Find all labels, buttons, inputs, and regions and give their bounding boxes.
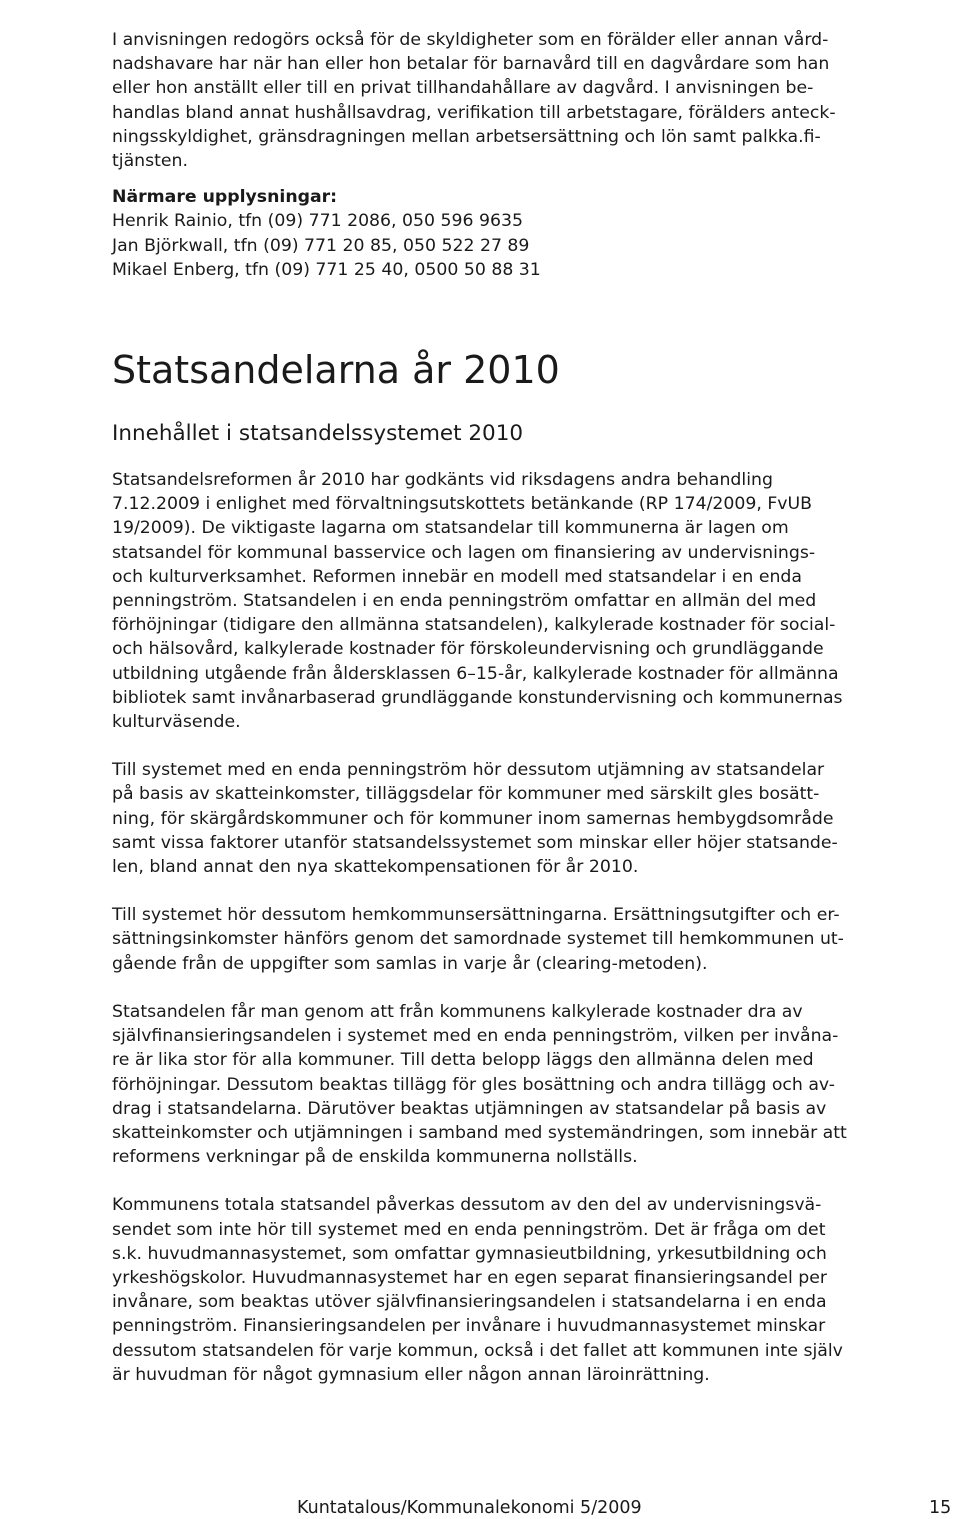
text-line: Statsandelen får man genom att från kommunens kalkylerade kostnader dra av bbox=[112, 1001, 803, 1022]
text-line: samt vissa faktorer utanför statsandelssystemet som minskar eller höjer statsande- bbox=[112, 832, 838, 853]
text-line: s.k. huvudmannasystemet, som omfattar gymnasieutbildning, yrkesutbildning och bbox=[112, 1243, 827, 1264]
text-line: re är lika stor för alla kommuner. Till detta belopp läggs den allmänna delen med bbox=[112, 1050, 814, 1071]
text-line: statsandel för kommunal basservice och lagen om finansiering av undervisnings- bbox=[112, 542, 816, 563]
article-subtitle: Innehållet i statsandelssystemet 2010 bbox=[112, 421, 524, 447]
text-line: nadshavare har när han eller hon betalar för barnavård till en dagvårdare som han bbox=[112, 54, 830, 75]
text-line: handlas bland annat hushållsavdrag, verifikation till arbetstagare, förälders anteck- bbox=[112, 102, 836, 123]
text-line: dessutom statsandelen för varje kommun, också i det fallet att kommunen inte själv bbox=[112, 1340, 843, 1361]
text-line: 19/2009). De viktigaste lagarna om statsandelar till kommunerna är lagen om bbox=[112, 518, 789, 539]
text-line: invånare, som beaktas utöver självfinansieringsandelen i statsandelarna i en enda bbox=[112, 1292, 827, 1313]
text-line: och kulturverksamhet. Reformen innebär en modell med statsandelar i en enda bbox=[112, 566, 802, 587]
contact-person: Mikael Enberg, tfn (09) 771 25 40, 0500 50 88 31 bbox=[112, 259, 541, 280]
text-line: ningsskyldighet, gränsdragningen mellan arbetsersättning och lön samt palkka.fi- bbox=[112, 126, 821, 147]
text-line: bibliotek samt invånarbaserad grundläggande konstundervisning och kommunernas bbox=[112, 687, 843, 708]
text-line: reformens verkningar på de enskilda kommunerna nollställs. bbox=[112, 1147, 638, 1168]
page-content bbox=[112, 28, 954, 1387]
text-line: sendet som inte hör till systemet med en enda penningström. Det är fråga om det bbox=[112, 1219, 826, 1240]
body-paragraph bbox=[112, 468, 954, 734]
body-paragraph bbox=[112, 1000, 954, 1169]
text-line: 7.12.2009 i enlighet med förvaltningsutskottets betänkande (RP 174/2009, FvUB bbox=[112, 494, 813, 515]
contact-person: Henrik Rainio, tfn (09) 771 2086, 050 596 9635 bbox=[112, 211, 523, 232]
text-line: I anvisningen redogörs också för de skyldigheter som en förälder eller annan vård- bbox=[112, 30, 829, 50]
text-line: Till systemet med en enda penningström hör dessutom utjämning av statsandelar bbox=[112, 760, 825, 781]
text-line: eller hon anställt eller till en privat tillhandahållare av dagvård. I anvisningen be- bbox=[112, 78, 814, 99]
text-line: är huvudman för något gymnasium eller någon annan läroinrättning. bbox=[112, 1364, 710, 1385]
page-number: 15 bbox=[929, 1498, 952, 1518]
text-line: självfinansieringsandelen i systemet med en enda penningström, vilken per invåna- bbox=[112, 1026, 839, 1047]
text-line: yrkeshögskolor. Huvudmannasystemet har en egen separat finansieringsandel per bbox=[112, 1267, 827, 1288]
text-line: tjänsten. bbox=[112, 151, 188, 172]
text-line: drag i statsandelarna. Därutöver beaktas utjämningen av statsandelar på basis av bbox=[112, 1098, 827, 1119]
body-paragraph bbox=[112, 758, 954, 879]
text-line: förhöjningar (tidigare den allmänna statsandelen), kalkylerade kostnader för social- bbox=[112, 615, 836, 636]
journal-name: Kuntatalous/Kommunalekonomi 5/2009 bbox=[297, 1498, 642, 1518]
text-line: gående från de uppgifter som samlas in varje år (clearing-metoden). bbox=[112, 953, 708, 974]
contact-person: Jan Björkwall, tfn (09) 771 20 85, 050 522 27 89 bbox=[112, 235, 530, 256]
text-line: skatteinkomster och utjämningen i samband med systemändringen, som innebär att bbox=[112, 1122, 847, 1143]
text-line: penningström. Finansieringsandelen per invånare i huvudmannasystemet minskar bbox=[112, 1316, 826, 1337]
contacts-block bbox=[112, 185, 954, 282]
contacts-heading: Närmare upplysningar: bbox=[112, 187, 338, 208]
text-line: kulturväsende. bbox=[112, 712, 241, 733]
text-line: penningström. Statsandelen i en enda penningström omfattar en allmän del med bbox=[112, 591, 817, 612]
text-line: Till systemet hör dessutom hemkommunsersättningarna. Ersättningsutgifter och er- bbox=[112, 905, 840, 926]
text-line: sättningsinkomster hänförs genom det samordnade systemet till hemkommunen ut- bbox=[112, 929, 844, 950]
body-paragraph bbox=[112, 903, 954, 976]
text-line: förhöjningar. Dessutom beaktas tillägg för gles bosättning och andra tillägg och av- bbox=[112, 1074, 835, 1095]
article-body bbox=[112, 468, 954, 1387]
text-line: Kommunens totala statsandel påverkas dessutom av den del av undervisningsvä- bbox=[112, 1195, 822, 1216]
text-line: och hälsovård, kalkylerade kostnader för förskoleundervisning och grundläggande bbox=[112, 639, 824, 660]
text-line: Statsandelsreformen år 2010 har godkänts vid riksdagens andra behandling bbox=[112, 470, 773, 491]
intro-paragraph bbox=[112, 28, 954, 173]
article-title: Statsandelarna år 2010 bbox=[112, 348, 560, 393]
body-paragraph bbox=[112, 1193, 954, 1387]
text-line: på basis av skatteinkomster, tilläggsdelar för kommuner med särskilt gles bosätt- bbox=[112, 784, 820, 805]
text-line: len, bland annat den nya skattekompensationen för år 2010. bbox=[112, 857, 639, 878]
text-line: utbildning utgående från åldersklassen 6–15-år, kalkylerade kostnader för allmänna bbox=[112, 663, 839, 684]
text-line: ning, för skärgårdskommuner och för kommuner inom samernas hembygdsområde bbox=[112, 808, 834, 829]
